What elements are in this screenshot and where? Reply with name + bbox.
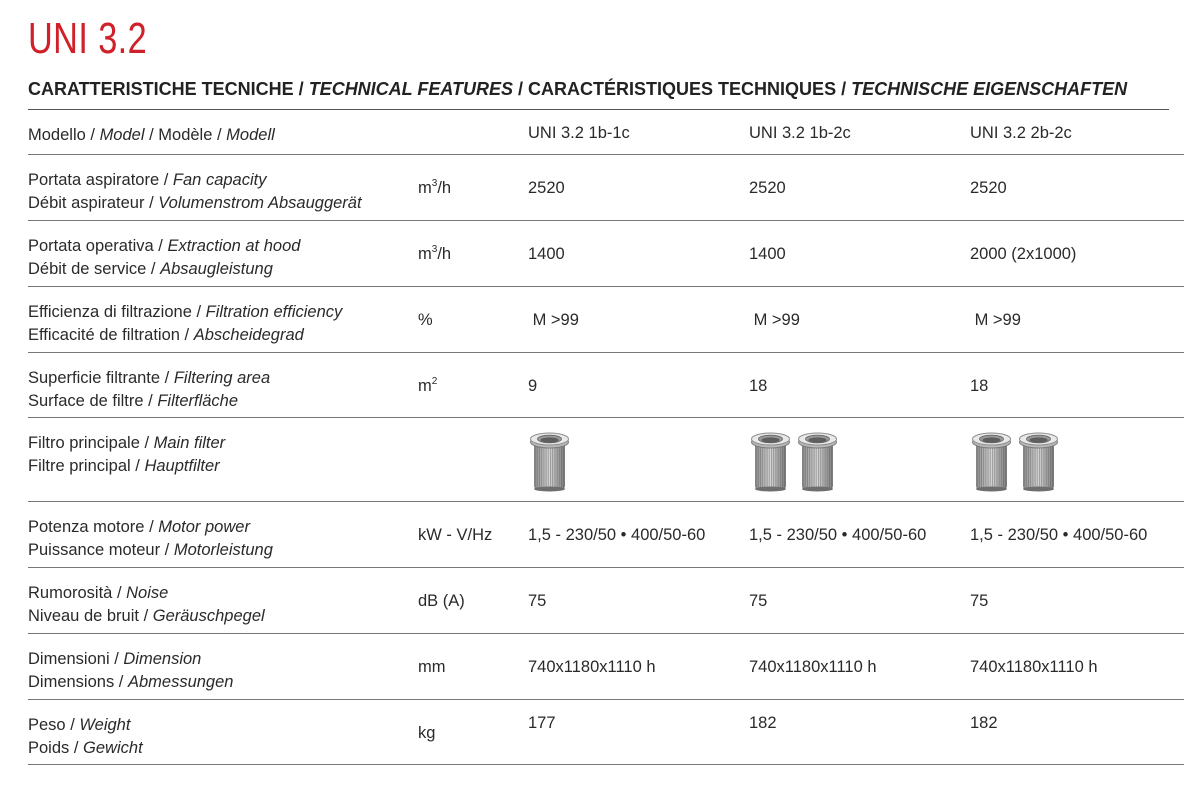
cartridge-filter-icon	[1017, 430, 1060, 492]
header-label-it: Modello	[28, 126, 86, 144]
unit: %	[418, 310, 433, 329]
row-label-cell	[28, 699, 418, 764]
header-label-en: Model	[99, 126, 145, 144]
label-en: Main filter	[153, 433, 226, 452]
row-label-cell	[28, 352, 418, 417]
row-label-line-2: Filtre principal / Hauptfilter	[28, 456, 220, 475]
filter-cell	[749, 417, 970, 501]
label-fr: Niveau de bruit	[28, 606, 139, 625]
label-de: Volumenstrom Absauggerät	[158, 193, 362, 212]
header-label-cell: Modello / Model / Modèle / Modell	[28, 110, 418, 154]
label-en: Filtering area	[173, 368, 271, 387]
unit: kW - V/Hz	[418, 525, 493, 544]
value-cell: 75	[528, 567, 749, 633]
label-fr: Filtre principal	[28, 456, 131, 475]
label-it: Portata aspiratore	[28, 170, 160, 189]
filter-group	[970, 418, 1184, 492]
value-cell: 740x1180x1110 h	[749, 633, 970, 699]
value-cell: M >99	[749, 286, 970, 352]
row-label-line-2: Surface de filtre / Filterfläche	[28, 391, 239, 410]
unit-cell	[418, 633, 528, 699]
value-cell: 9	[528, 352, 749, 417]
unit-cell	[418, 286, 528, 352]
value-cell: 75	[749, 567, 970, 633]
label-en: Noise	[126, 583, 169, 602]
label-it: Potenza motore	[28, 517, 145, 536]
value-cell: M >99	[970, 286, 1184, 352]
model-name: UNI 3.2 1b-1c	[528, 110, 749, 154]
unit: m	[418, 178, 432, 197]
header-label-fr: Modèle	[158, 126, 213, 144]
header-label-de: Modell	[226, 126, 275, 144]
value-cell: 740x1180x1110 h	[528, 633, 749, 699]
label-fr: Débit de service	[28, 259, 147, 278]
label-it: Superficie filtrante	[28, 368, 161, 387]
label-fr: Poids	[28, 738, 70, 757]
row-label-cell	[28, 567, 418, 633]
unit-suffix: /h	[437, 178, 452, 197]
unit-cell	[418, 699, 528, 764]
row-label-line-1: Superficie filtrante / Filtering area	[28, 368, 271, 387]
filter-group	[749, 418, 970, 492]
filter-group	[528, 418, 749, 492]
value-cell: 1,5 - 230/50 • 400/50-60	[528, 501, 749, 567]
label-it: Portata operativa	[28, 236, 154, 255]
table-row	[28, 154, 1184, 220]
heading-fr: CARACTÉRISTIQUES TECHNIQUES	[528, 79, 837, 99]
unit-exponent: 2	[431, 375, 438, 387]
label-it: Filtro principale	[28, 433, 140, 452]
row-label-line-2: Débit aspirateur / Volumenstrom Absauggerät	[28, 193, 362, 212]
value-cell: 740x1180x1110 h	[970, 633, 1184, 699]
value-cell: 182	[970, 699, 1184, 764]
table-row	[28, 352, 1184, 417]
label-en: Dimension	[123, 649, 202, 668]
row-label-line-2: Niveau de bruit / Geräuschpegel	[28, 606, 265, 625]
label-de: Absaugleistung	[160, 259, 273, 278]
label-de: Gewicht	[83, 738, 143, 757]
row-label-line-2: Débit de service / Absaugleistung	[28, 259, 273, 278]
row-label-line-2: Puissance moteur / Motorleistung	[28, 540, 273, 559]
row-label-line-1: Efficienza di filtrazione / Filtration efficiency	[28, 302, 343, 321]
row-label-cell	[28, 286, 418, 352]
table-row	[28, 286, 1184, 352]
label-de: Motorleistung	[173, 540, 273, 559]
label-fr: Surface de filtre	[28, 391, 144, 410]
unit-exponent: 3	[431, 177, 438, 189]
row-label-cell	[28, 633, 418, 699]
header-unit-cell	[418, 110, 528, 154]
value-cell: 177	[528, 699, 749, 764]
value-cell: 75	[970, 567, 1184, 633]
label-en: Weight	[79, 715, 131, 734]
unit-cell	[418, 417, 528, 501]
label-en: Extraction at hood	[167, 236, 301, 255]
label-fr: Puissance moteur	[28, 540, 161, 559]
label-fr: Débit aspirateur	[28, 193, 145, 212]
model-name: UNI 3.2 1b-2c	[749, 110, 970, 154]
label-de: Geräuschpegel	[152, 606, 265, 625]
heading-de: TECHNISCHE EIGENSCHAFTEN	[851, 79, 1128, 99]
heading-en: TECHNICAL FEATURES	[308, 79, 514, 99]
spec-table	[28, 110, 1184, 765]
table-row	[28, 501, 1184, 567]
row-label-line-2: Efficacité de filtration / Abscheidegrad	[28, 325, 304, 344]
row-label-line-1: Portata operativa / Extraction at hood	[28, 236, 301, 255]
row-label-cell	[28, 501, 418, 567]
value-cell: 1400	[528, 220, 749, 286]
unit: mm	[418, 657, 446, 676]
table-header-row	[28, 110, 1184, 154]
row-label-line-1: Potenza motore / Motor power	[28, 517, 250, 536]
row-label-line-1: Peso / Weight	[28, 715, 131, 734]
value-cell: 1,5 - 230/50 • 400/50-60	[970, 501, 1184, 567]
label-de: Abmessungen	[127, 672, 234, 691]
value-cell: 2520	[970, 154, 1184, 220]
table-row	[28, 699, 1184, 764]
label-en: Filtration efficiency	[205, 302, 343, 321]
table-row	[28, 417, 1184, 501]
table-row	[28, 633, 1184, 699]
unit: kg	[418, 723, 436, 742]
unit-cell	[418, 501, 528, 567]
heading-separator: /	[836, 79, 852, 99]
cartridge-filter-icon	[970, 430, 1013, 492]
label-de: Filterfläche	[157, 391, 239, 410]
table-row	[28, 567, 1184, 633]
label-it: Peso	[28, 715, 66, 734]
row-label-line-1: Filtro principale / Main filter	[28, 433, 226, 452]
cartridge-filter-icon	[528, 430, 571, 492]
value-cell: 2520	[749, 154, 970, 220]
unit: m	[418, 244, 432, 263]
value-cell: 2000 (2x1000)	[970, 220, 1184, 286]
heading-it: CARATTERISTICHE TECNICHE	[28, 79, 294, 99]
row-label-line-1: Rumorosità / Noise	[28, 583, 169, 602]
label-it: Rumorosità	[28, 583, 113, 602]
row-label-line-1: Dimensioni / Dimension	[28, 649, 202, 668]
unit-cell	[418, 567, 528, 633]
label-it: Efficienza di filtrazione	[28, 302, 192, 321]
label-it: Dimensioni	[28, 649, 110, 668]
unit: m	[418, 376, 432, 395]
table-row	[28, 220, 1184, 286]
value-cell: 18	[749, 352, 970, 417]
label-fr: Dimensions	[28, 672, 115, 691]
row-label-cell	[28, 417, 418, 501]
label-de: Abscheidegrad	[193, 325, 304, 344]
filter-cell	[970, 417, 1184, 501]
unit-cell	[418, 220, 528, 286]
label-fr: Efficacité de filtration	[28, 325, 180, 344]
row-label-cell	[28, 154, 418, 220]
label-en: Fan capacity	[172, 170, 267, 189]
unit-exponent: 3	[431, 243, 438, 255]
value-cell: 18	[970, 352, 1184, 417]
row-label-line-1: Portata aspiratore / Fan capacity	[28, 170, 267, 189]
unit: dB (A)	[418, 591, 465, 610]
row-label-cell	[28, 220, 418, 286]
label-de: Hauptfilter	[144, 456, 220, 475]
value-cell: M >99	[528, 286, 749, 352]
value-cell: 182	[749, 699, 970, 764]
value-cell: 2520	[528, 154, 749, 220]
model-name: UNI 3.2 2b-2c	[970, 110, 1184, 154]
label-en: Motor power	[158, 517, 250, 536]
row-label-line-2: Dimensions / Abmessungen	[28, 672, 234, 691]
unit-suffix: /h	[437, 244, 452, 263]
heading-separator: /	[293, 79, 309, 99]
page-title: UNI 3.2	[28, 14, 148, 63]
heading-separator: /	[513, 79, 529, 99]
row-label-line-2: Poids / Gewicht	[28, 738, 143, 757]
unit-cell	[418, 352, 528, 417]
filter-cell	[528, 417, 749, 501]
value-cell: 1400	[749, 220, 970, 286]
unit-cell	[418, 154, 528, 220]
cartridge-filter-icon	[796, 430, 839, 492]
section-heading	[28, 79, 1168, 100]
cartridge-filter-icon	[749, 430, 792, 492]
value-cell: 1,5 - 230/50 • 400/50-60	[749, 501, 970, 567]
